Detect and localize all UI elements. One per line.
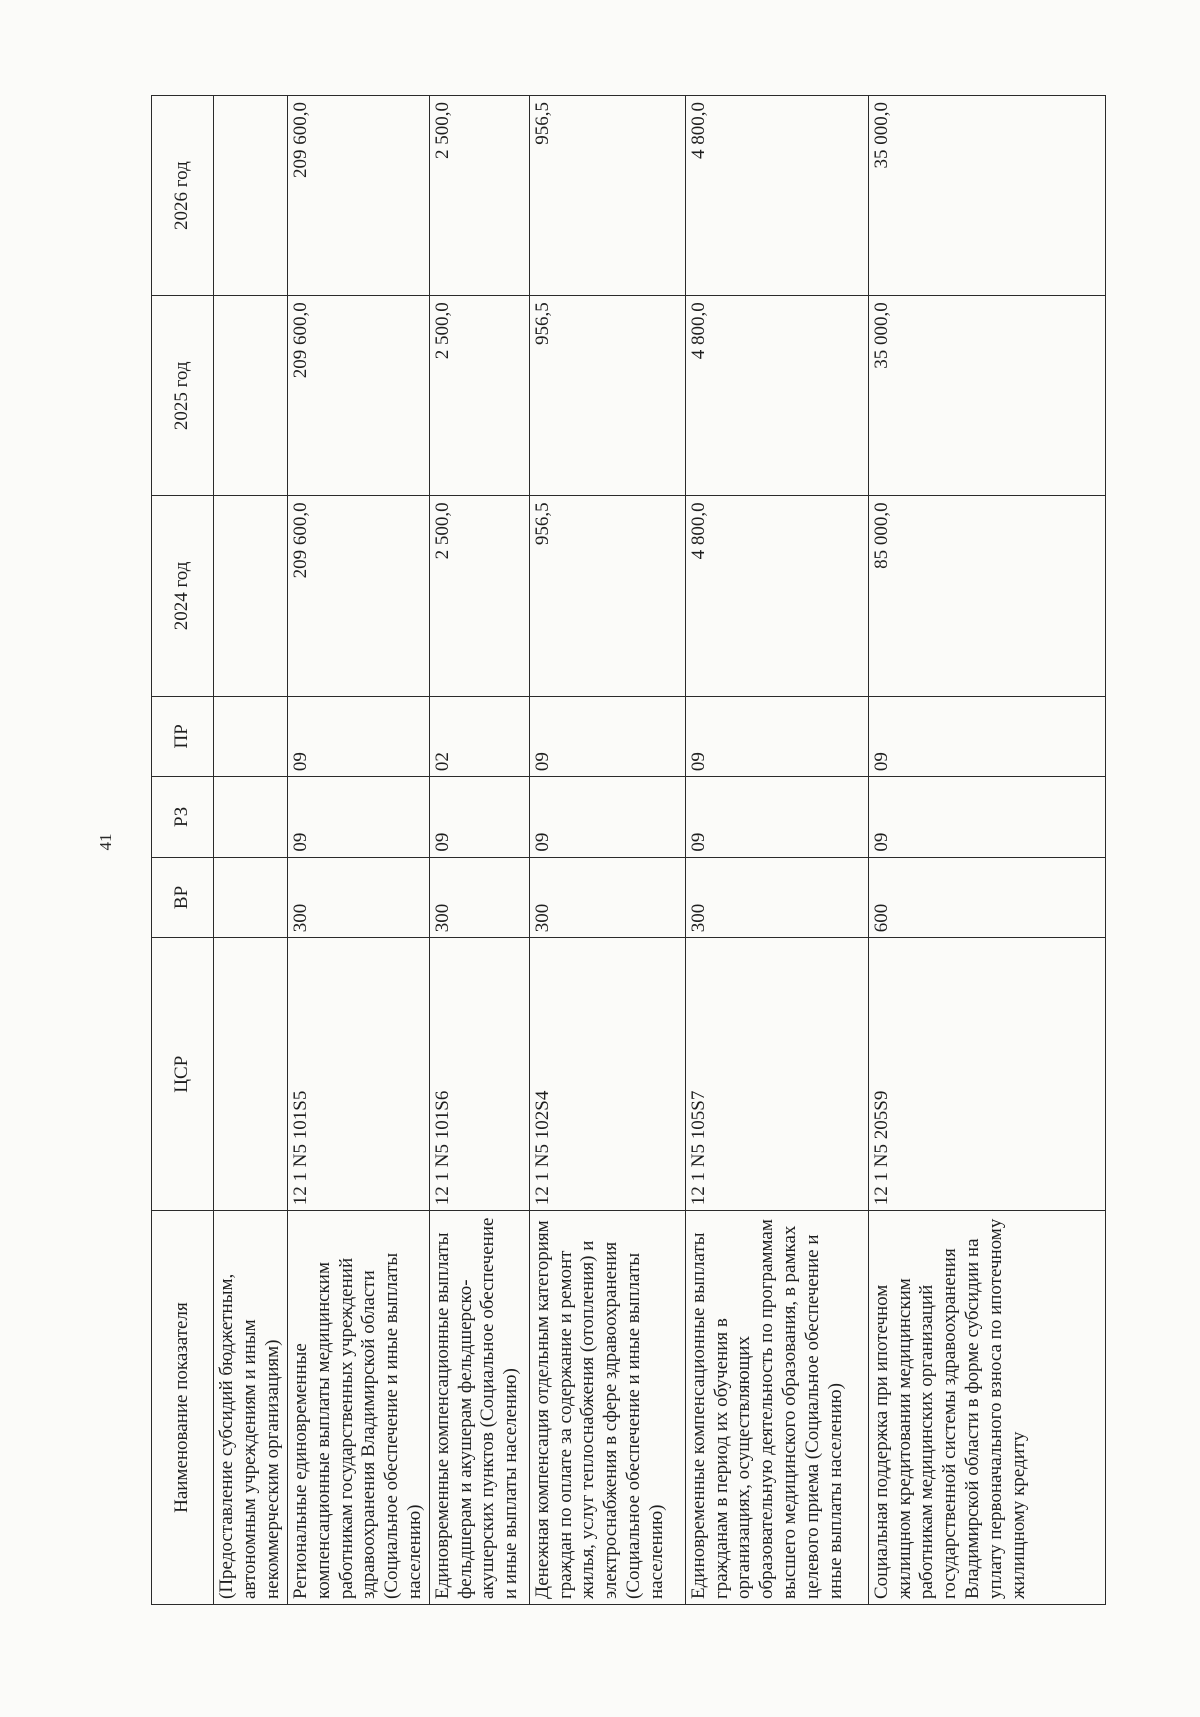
row-2025 <box>214 296 288 496</box>
row-2024: 4 800,0 <box>685 496 868 696</box>
budget-table-rotated <box>151 95 1091 1605</box>
row-name: Единовременные компенсационные выплаты гражданам в период их обучения в организациях, осуществляющих образовательную деятельность по программам высшего медицинского образования, в рамках целевого приема (Социальное обеспечение и иные выплаты населению) <box>685 1211 868 1605</box>
row-2024: 956,5 <box>529 496 685 696</box>
row-name: Денежная компенсация отдельным категориям граждан по оплате за содержание и ремонт жилья, услуг теплоснабжения (отопления) и электроснабжения в сфере здравоохранения (Социальное обеспечение и иные выплаты населению) <box>529 1211 685 1605</box>
header-vr: ВР <box>152 857 214 938</box>
row-rz: 09 <box>868 777 1105 858</box>
row-csr: 12 1 N5 105S7 <box>685 938 868 1211</box>
header-csr: ЦСР <box>152 938 214 1211</box>
row-pr: 09 <box>288 696 430 777</box>
row-2026: 956,5 <box>529 96 685 296</box>
header-2026: 2026 год <box>152 96 214 296</box>
row-rz: 09 <box>429 777 529 858</box>
table-header-row <box>152 96 214 1605</box>
row-rz <box>214 777 288 858</box>
header-2024: 2024 год <box>152 496 214 696</box>
row-2024: 2 500,0 <box>429 496 529 696</box>
row-2025: 956,5 <box>529 296 685 496</box>
row-name: Единовременные компенсационные выплаты фельдшерам и акушерам фельдшерско-акушерских пунктов (Социальное обеспечение и иные выплаты населению) <box>429 1211 529 1605</box>
row-vr <box>214 857 288 938</box>
budget-table <box>151 95 1106 1605</box>
row-pr <box>214 696 288 777</box>
row-2024: 209 600,0 <box>288 496 430 696</box>
header-rz: РЗ <box>152 777 214 858</box>
row-rz: 09 <box>529 777 685 858</box>
header-name: Наименование показателя <box>152 1211 214 1605</box>
row-pr: 09 <box>529 696 685 777</box>
row-name: Региональные единовременные компенсационные выплаты медицинским работникам государственных учреждений здравоохранения Владимирской области (Социальное обеспечение и иные выплаты населению) <box>288 1211 430 1605</box>
row-2026: 4 800,0 <box>685 96 868 296</box>
row-2025: 2 500,0 <box>429 296 529 496</box>
row-vr: 300 <box>685 857 868 938</box>
table-row <box>868 96 1105 1605</box>
table-row <box>685 96 868 1605</box>
row-2024: 85 000,0 <box>868 496 1105 696</box>
row-csr <box>214 938 288 1211</box>
table-row <box>429 96 529 1605</box>
row-rz: 09 <box>685 777 868 858</box>
row-csr: 12 1 N5 101S6 <box>429 938 529 1211</box>
row-name: Социальная поддержка при ипотечном жилищном кредитовании медицинским работникам медицинских организаций государственной системы здравоохранения Владимирской области в форме субсидии на уплату первоначального взноса по ипотечному жилищному кредиту <box>868 1211 1105 1605</box>
table-row <box>214 96 288 1605</box>
row-csr: 12 1 N5 205S9 <box>868 938 1105 1211</box>
row-2024 <box>214 496 288 696</box>
row-vr: 300 <box>529 857 685 938</box>
row-csr: 12 1 N5 101S5 <box>288 938 430 1211</box>
row-2026: 209 600,0 <box>288 96 430 296</box>
row-2025: 35 000,0 <box>868 296 1105 496</box>
row-pr: 09 <box>868 696 1105 777</box>
row-pr: 09 <box>685 696 868 777</box>
header-pr: ПР <box>152 696 214 777</box>
table-row <box>288 96 430 1605</box>
row-vr: 300 <box>429 857 529 938</box>
header-2025: 2025 год <box>152 296 214 496</box>
row-2026 <box>214 96 288 296</box>
row-csr: 12 1 N5 102S4 <box>529 938 685 1211</box>
row-vr: 300 <box>288 857 430 938</box>
row-name: (Предоставление субсидий бюджетным, автономным учреждениям и иным некоммерческим организациям) <box>214 1211 288 1605</box>
row-2026: 2 500,0 <box>429 96 529 296</box>
row-2026: 35 000,0 <box>868 96 1105 296</box>
row-vr: 600 <box>868 857 1105 938</box>
row-2025: 4 800,0 <box>685 296 868 496</box>
row-rz: 09 <box>288 777 430 858</box>
table-row <box>529 96 685 1605</box>
page-number: 41 <box>96 833 115 851</box>
row-2025: 209 600,0 <box>288 296 430 496</box>
row-pr: 02 <box>429 696 529 777</box>
